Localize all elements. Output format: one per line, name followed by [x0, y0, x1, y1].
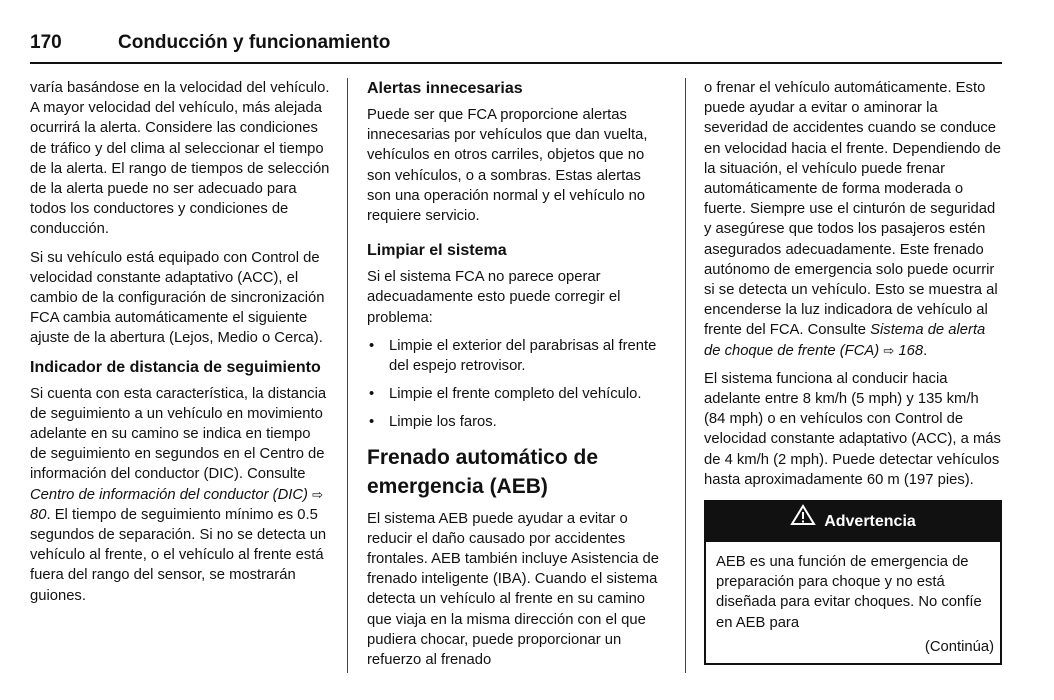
cross-reference[interactable]: Centro de información del conductor (DIC): [30, 486, 308, 503]
paragraph: Si su vehículo está equipado con Control de velocidad constante adaptativo (ACC), el cambio de la configuración de sincronización FCA cambia automáticamente el siguiente ajuste de la abertura (Lejos, Medio o Cerca).: [30, 249, 325, 347]
header-rule: [30, 62, 1002, 64]
paragraph: o frenar el vehículo automáticamente. Esto puede ayudar a evitar o aminorar la severidad de accidentes cuando se conduce en velocidad hacia el frente. Dependiendo de la situación, el vehículo puede frenar automáticamente de forma moderada o fuerte. Siempre use el cinturón de seguridad y asegúrese que todos los pasajeros estén asegurados adecuadamente. Este frenado autónomo de emergencia solo puede ocurrir si se detecta un vehículo. Esto se muestra al encenderse la luz indicadora de vehículo al frente del FCA. Consulte Sistema de alerta de choque de frente (FCA) ⇨ 168.: [704, 80, 1001, 359]
bullet-list: [367, 336, 667, 433]
section-heading-clean-system: Limpiar el sistema: [367, 242, 507, 260]
section-heading-aeb: Frenado automático de emergencia (AEB): [367, 445, 599, 498]
chapter-title: Conducción y funcionamiento: [118, 32, 391, 53]
paragraph: Puede ser que FCA proporcione alertas innecesarias por vehículos que dan vuelta, vehículos en otros carriles, objetos que no son vehículos, o a sombras. Estas alertas son una operación normal y el vehículo no requiere servicio.: [367, 107, 648, 225]
paragraph: Si cuenta con esta característica, la distancia de seguimiento a un vehículo en movimiento adelante en su camino se indica en tiempo de seguimiento en segundos en el Centro de información del conductor (DIC). Consulte Centro de información del conductor (DIC) ⇨ 80. El tiempo de seguimiento mínimo es 0.5 segundos de separación. Si no se detecta un vehículo al frente, o el vehículo al frente está fuera del rango del sensor, se mostrarán guiones.: [30, 385, 327, 604]
column-divider-2: [685, 78, 686, 673]
bullet-icon: •: [369, 386, 375, 403]
paragraph: El sistema AEB puede ayudar a evitar o reducir el daño causado por accidentes frontales. AEB también incluye Asistencia de frenado inteligente (IBA). Cuando el sistema detecta un vehículo al frente en su camino que viaja en la misma dirección con el que pudiera chocar, puede proporcionar un refuerzo al frenado: [367, 510, 659, 669]
arrow-icon: ⇨: [312, 486, 324, 502]
column-divider-1: [347, 78, 348, 673]
warning-header: [706, 502, 1000, 542]
page-reference[interactable]: 168: [898, 342, 924, 359]
paragraph: El sistema funciona al conducir hacia adelante entre 8 km/h (5 mph) y 135 km/h (84 mph) o en vehículos con Control de velocidad constante adaptativo (ACC), a más de 4 km/h (2 mph). Puede detectar vehículos hasta aproximadamente 60 m (197 pies).: [704, 370, 1001, 488]
list-item: • Limpie el frente completo del vehículo.: [367, 384, 667, 404]
bullet-icon: •: [369, 414, 375, 431]
section-heading-following-distance: Indicador de distancia de seguimiento: [30, 358, 321, 376]
paragraph: Si el sistema FCA no parece operar adecuadamente esto puede corregir el problema:: [367, 269, 621, 326]
warning-text: AEB es una función de emergencia de preparación para choque y no está diseñada para evitar choques. No confíe en AEB para: [716, 554, 982, 631]
column-1: [30, 78, 330, 614]
warning-title: Advertencia: [824, 513, 916, 531]
page-number: 170: [30, 32, 62, 53]
section-heading-unnecessary-alerts: Alertas innecesarias: [367, 80, 523, 97]
warning-box: [704, 500, 1002, 665]
list-item: • Limpie los faros.: [367, 412, 667, 432]
page-header: [30, 30, 1002, 60]
warning-triangle-icon: [790, 502, 816, 542]
cross-reference[interactable]: Sistema de alerta de choque de frente (FCA): [704, 322, 986, 359]
column-3: [704, 78, 1002, 665]
column-2: [367, 78, 667, 678]
list-item: • Limpie el exterior del parabrisas al frente del espejo retrovisor.: [369, 337, 657, 375]
continued-label: (Continúa): [924, 638, 994, 655]
arrow-icon: ⇨: [883, 342, 895, 358]
paragraph: varía basándose en la velocidad del vehículo. A mayor velocidad del vehículo, más alejada ocurrirá la alerta. Considere las condiciones de tráfico y del clima al seleccionar el tiempo de la alerta. El rango de tiempos de selección de la alerta puede no ser adecuado para todos los conductores y condiciones de conducción.: [30, 80, 330, 238]
page-reference[interactable]: 80: [30, 506, 47, 523]
bullet-icon: •: [369, 337, 375, 354]
